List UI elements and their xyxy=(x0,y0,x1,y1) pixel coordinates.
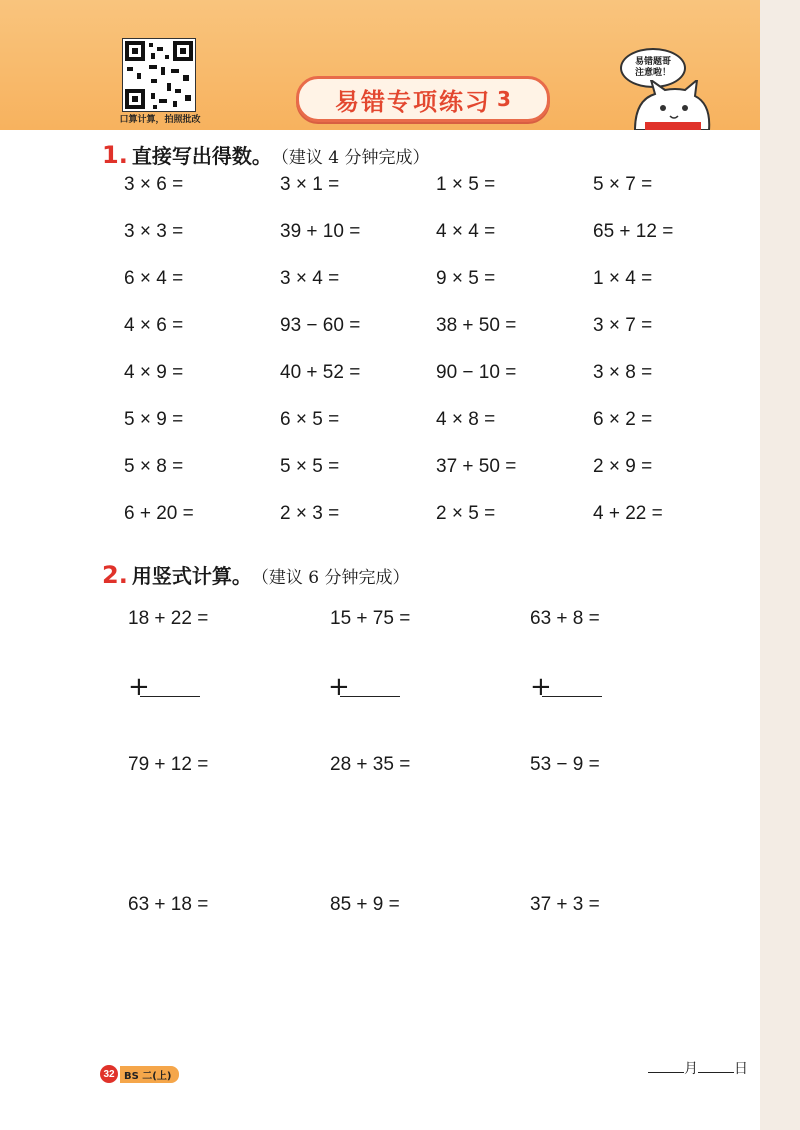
vertical-problem: 79 + 12 = xyxy=(128,754,209,775)
problem: 3 × 3 = xyxy=(124,221,184,242)
speech-line-1: 易错题哥 xyxy=(634,57,671,67)
problem: 39 + 10 = xyxy=(280,221,361,242)
problem: 90 − 10 = xyxy=(436,362,517,383)
cat-mascot-icon xyxy=(625,80,715,130)
day-blank[interactable] xyxy=(698,1072,734,1073)
problem-row xyxy=(0,315,760,355)
month-label: 月 xyxy=(684,1061,698,1077)
qr-caption: 口算计算，拍照批改 xyxy=(119,115,201,125)
vertical-problem: 28 + 35 = xyxy=(330,754,411,775)
problem-row xyxy=(0,362,760,402)
problem: 5 × 7 = xyxy=(593,174,653,195)
problem-row xyxy=(0,409,760,449)
problem: 6 × 2 = xyxy=(593,409,653,430)
speech-line-2: 注意啦！ xyxy=(634,68,671,78)
section-2-hint: （建议 6 分钟完成） xyxy=(251,568,410,588)
vertical-problem: 85 + 9 = xyxy=(330,894,400,915)
problem: 93 − 60 = xyxy=(280,315,361,336)
plus-sign: + xyxy=(128,672,150,702)
problem: 37 + 50 = xyxy=(436,456,517,477)
answer-rule xyxy=(140,696,200,697)
problem: 4 × 6 = xyxy=(124,315,184,336)
vertical-problem: 15 + 75 = xyxy=(330,608,411,629)
vertical-problem: 63 + 8 = xyxy=(530,608,600,629)
problem-row xyxy=(0,503,760,543)
problem-row xyxy=(0,456,760,496)
section-1-title: 直接写出得数。 xyxy=(131,144,272,168)
problem: 1 × 4 = xyxy=(593,268,653,289)
section-2-heading xyxy=(102,560,409,589)
problem: 6 × 5 = xyxy=(280,409,340,430)
problem: 4 × 4 = xyxy=(436,221,496,242)
page-badge xyxy=(100,1066,179,1082)
title-banner xyxy=(296,76,550,122)
problem: 5 × 5 = xyxy=(280,456,340,477)
problem-row xyxy=(0,268,760,308)
problem: 3 × 4 = xyxy=(280,268,340,289)
date-field[interactable] xyxy=(648,1058,748,1078)
section-1-hint: （建议 4 分钟完成） xyxy=(271,148,430,168)
section-1-number: 1. xyxy=(102,141,128,169)
problem: 9 × 5 = xyxy=(436,268,496,289)
problem: 3 × 6 = xyxy=(124,174,184,195)
page-edge xyxy=(760,0,800,1130)
problem: 2 × 5 = xyxy=(436,503,496,524)
problem: 4 + 22 = xyxy=(593,503,663,524)
problem: 38 + 50 = xyxy=(436,315,517,336)
vertical-problem: 63 + 18 = xyxy=(128,894,209,915)
page-title-number: 3 xyxy=(497,87,511,111)
problem: 65 + 12 = xyxy=(593,221,674,242)
grade-label: BS 二(上) xyxy=(120,1066,179,1083)
problem: 6 + 20 = xyxy=(124,503,194,524)
problem: 4 × 9 = xyxy=(124,362,184,383)
page-number: 32 xyxy=(100,1065,118,1083)
qr-code[interactable] xyxy=(122,38,196,112)
problem: 3 × 1 = xyxy=(280,174,340,195)
problem-row xyxy=(0,174,760,214)
problem: 2 × 3 = xyxy=(280,503,340,524)
plus-sign: + xyxy=(328,672,350,702)
problem: 1 × 5 = xyxy=(436,174,496,195)
problem: 5 × 9 = xyxy=(124,409,184,430)
section-1-heading xyxy=(102,140,429,169)
vertical-problem: 53 − 9 = xyxy=(530,754,600,775)
problem: 3 × 7 = xyxy=(593,315,653,336)
section-2-number: 2. xyxy=(102,561,128,589)
problem-row xyxy=(0,221,760,261)
plus-sign: + xyxy=(530,672,552,702)
vertical-problem: 18 + 22 = xyxy=(128,608,209,629)
problem: 3 × 8 = xyxy=(593,362,653,383)
problem: 2 × 9 = xyxy=(593,456,653,477)
answer-rule xyxy=(340,696,400,697)
problem: 4 × 8 = xyxy=(436,409,496,430)
problem: 6 × 4 = xyxy=(124,268,184,289)
problem: 40 + 52 = xyxy=(280,362,361,383)
vertical-problem: 37 + 3 = xyxy=(530,894,600,915)
month-blank[interactable] xyxy=(648,1072,684,1073)
page-title: 易错专项练习 xyxy=(335,87,492,116)
problem: 5 × 8 = xyxy=(124,456,184,477)
day-label: 日 xyxy=(734,1061,748,1077)
section-2-title: 用竖式计算。 xyxy=(131,564,252,588)
answer-rule xyxy=(542,696,602,697)
